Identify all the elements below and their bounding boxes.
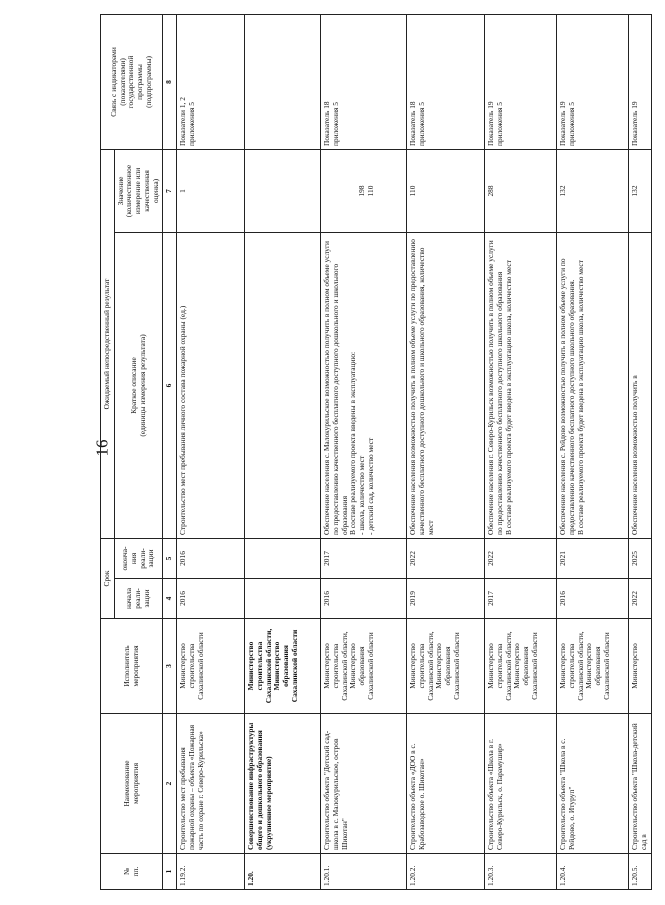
row-executor: Министерство строительства Сахалинской области	[177, 619, 245, 714]
row-link: Показатели 1, 2 приложения 5	[177, 14, 245, 149]
row-name: Строительство объекта «Школа в г. Северо-Курильск, о. Парамушир»	[485, 714, 557, 854]
row-executor: Министерство строительства Сахалинской области, Министерство образования Сахалинской области	[245, 619, 321, 714]
row-value: 288	[485, 149, 557, 232]
row-start: 2019	[407, 579, 485, 619]
column-number: 8	[163, 14, 177, 149]
row-value: 132	[629, 149, 651, 232]
row-start	[245, 579, 321, 619]
row-end	[245, 538, 321, 578]
column-number: 3	[163, 619, 177, 714]
row-end: 2021	[557, 538, 629, 578]
header-link: Связь с индикаторами (показателями) государственной программы (подпрограммы)	[101, 14, 163, 149]
row-desc	[245, 232, 321, 538]
column-number: 4	[163, 579, 177, 619]
header-row-1	[101, 14, 115, 889]
row-start: 2016	[557, 579, 629, 619]
row-executor: Министерство строительства Сахалинской области, Министерство образования Сахалинской области	[407, 619, 485, 714]
row-name: Строительство объекта "Школа в с. Рейдово, о. Итуруп"	[557, 714, 629, 854]
row-desc: Обеспечение населения г. Северо-Курильск возможностью получить в полном объеме услуги по предоставлению качественного бесплатного доступного школьного образования В составе реализуемого проекта будет введена в эксплуатацию школа, количество мест	[485, 232, 557, 538]
header-term: Срок	[101, 538, 115, 618]
row-end: 2025	[629, 538, 651, 578]
row-num: 1.20.4.	[557, 854, 629, 890]
row-link: Показатель 19	[629, 14, 651, 149]
row-name: Совершенствование инфраструктуры общего и дошкольного образования (укрупненное мероприятие)	[245, 714, 321, 854]
row-start: 2016	[177, 579, 245, 619]
row-name: Строительство объекта "Школа-детский сад в	[629, 714, 651, 854]
row-value	[245, 149, 321, 232]
row-end: 2022	[407, 538, 485, 578]
row-num: 1.20.1.	[321, 854, 407, 890]
column-number: 2	[163, 714, 177, 854]
table-row	[321, 14, 407, 889]
page-number: 16	[92, 439, 112, 457]
header-name: Наименование мероприятия	[101, 714, 163, 854]
row-num: 1.20.	[245, 854, 321, 890]
header-desc: Краткое описание (единицы измерения результата)	[114, 232, 163, 538]
row-num: 1.20.2.	[407, 854, 485, 890]
table-row	[177, 14, 245, 889]
rotated-table-container	[100, 15, 665, 890]
row-end: 2016	[177, 538, 245, 578]
column-number: 5	[163, 538, 177, 578]
row-desc: Строительство мест пребывания личного состава пожарной охраны (ед.)	[177, 232, 245, 538]
header-executor: Исполнитель мероприятия	[101, 619, 163, 714]
column-number: 7	[163, 149, 177, 232]
row-value: 198 110	[321, 149, 407, 232]
row-name: Строительство мест пребывания пожарной охраны – объекта «Пожарная часть по охране г. Северо-Курильска»	[177, 714, 245, 854]
table-row	[245, 14, 321, 889]
table-row	[629, 14, 651, 889]
row-link: Показатель 18 приложения 5	[321, 14, 407, 149]
table-row	[407, 14, 485, 889]
row-value: 110	[407, 149, 485, 232]
row-name: Строительство объекта "Детский сад-школа в с. Малокурильское, остров Шикотан"	[321, 714, 407, 854]
column-number-row	[163, 14, 177, 889]
row-name: Строительство объекта «ДОО в с. Крабозаводское о. Шикотан»	[407, 714, 485, 854]
row-end: 2017	[321, 538, 407, 578]
header-result: Ожидаемый непосредственный результат	[101, 149, 115, 538]
header-value: Значение (количественное измерение или качественная оценка)	[114, 149, 163, 232]
row-end: 2022	[485, 538, 557, 578]
row-executor: Министерство строительства Сахалинской области, Министерство образования Сахалинской области	[485, 619, 557, 714]
row-desc: Обеспечение населения с. Малокурильское возможностью получить в полном объеме услуги по предоставлению качественного бесплатного доступного дошкольного и школьного образования В составе реализуемого проекта введены в эксплуатацию: - школа, количество мест - детский сад, количество мест	[321, 232, 407, 538]
row-link: Показатель 18 приложения 5	[407, 14, 485, 149]
header-end: оконча- ния реали- зации	[114, 538, 163, 578]
row-executor: Министерство строительства Сахалинской области, Министерство образования Сахалинской области	[557, 619, 629, 714]
row-executor: Министерство строительства Сахалинской области, Министерство образования Сахалинской области	[321, 619, 407, 714]
row-start: 2017	[485, 579, 557, 619]
header-start: начала реали- зации	[114, 579, 163, 619]
table-row	[485, 14, 557, 889]
row-desc: Обеспечение населения возможностью получить в	[629, 232, 651, 538]
row-link: Показатель 19 приложения 5	[485, 14, 557, 149]
row-value: 1	[177, 149, 245, 232]
table-row	[557, 14, 629, 889]
row-start: 2016	[321, 579, 407, 619]
row-desc: Обеспечение населения с. Рейдово возможностью получить в полном объеме услуги по предоставлению качественного бесплатного доступного школьного образования. В составе реализуемого проекта будет введена в эксплуатацию школа, количество мест	[557, 232, 629, 538]
column-number: 6	[163, 232, 177, 538]
row-value: 132	[557, 149, 629, 232]
measures-table	[100, 14, 652, 890]
row-num: 1.20.3.	[485, 854, 557, 890]
row-executor: Министерство	[629, 619, 651, 714]
column-number: 1	[163, 854, 177, 890]
row-link: Показатель 19 приложения 5	[557, 14, 629, 149]
row-num: 1.19.2.	[177, 854, 245, 890]
row-desc: Обеспечение населения возможностью получить в полном объеме услуги по предоставлению качественного бесплатного доступного дошкольного и школьного образования, количество мест	[407, 232, 485, 538]
row-start: 2022	[629, 579, 651, 619]
row-link	[245, 14, 321, 149]
row-num: 1.20.5.	[629, 854, 651, 890]
header-num: № пп.	[101, 854, 163, 890]
